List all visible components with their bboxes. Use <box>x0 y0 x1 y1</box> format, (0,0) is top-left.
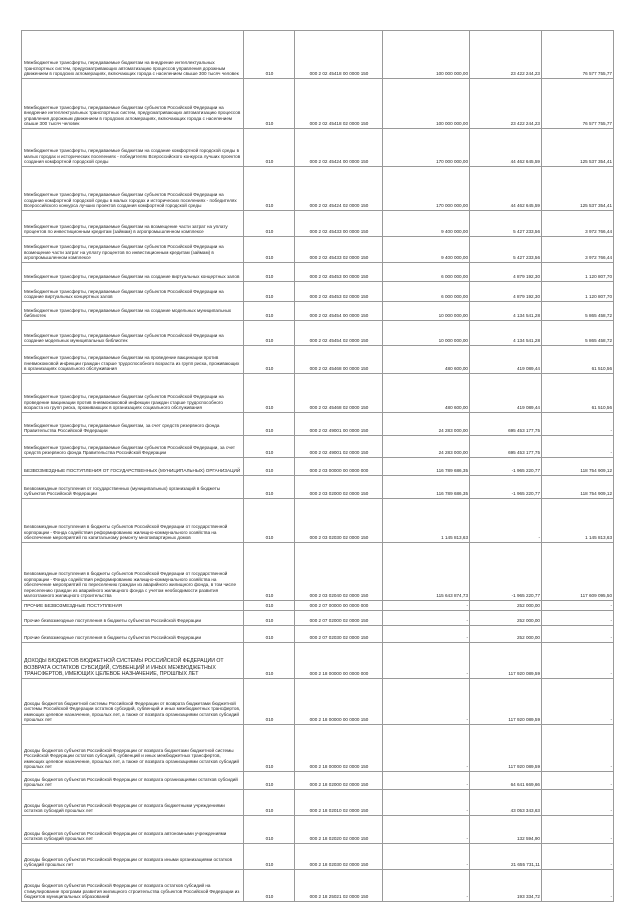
table-row <box>22 679 614 725</box>
row-exec: 21 655 731,11 <box>470 844 542 870</box>
row-name: Доходы бюджетов бюджетной системы Российской Федерации от возврата бюджетами бюджетной системы Российской Федерации остатков субсидий, субвенций и иных межбюджетных трансфертов, имеющих целевое назначение, прошлых лет, а также от возврата организациями остатков субсидий прошлых лет <box>22 679 244 725</box>
row-rest: - <box>542 772 614 790</box>
row-exec: 23 422 244,23 <box>470 79 542 129</box>
row-rest: 117 609 095,50 <box>542 543 614 601</box>
row-name: Доходы бюджетов субъектов Российской Федерации от возврата остатков субсидий на стимулирование программ развития жилищного строительства субъектов Российской Федерации из бюджетов муниципальных образований <box>22 870 244 902</box>
row-kbk: 000 2 02 45454 02 0000 150 <box>295 321 383 346</box>
row-name: Доходы бюджетов субъектов Российской Федерации от возврата организациями остатков субсидий прошлых лет <box>22 772 244 790</box>
row-rest: 5 865 458,72 <box>542 302 614 321</box>
row-exec: 193 334,72 <box>470 870 542 902</box>
row-code: 010 <box>244 611 295 626</box>
row-exec: -1 965 220,77 <box>470 458 542 476</box>
row-exec: 117 920 089,59 <box>470 643 542 679</box>
row-name: Доходы бюджетов субъектов Российской Федерации от возврата иными организациями остатков субсидий прошлых лет <box>22 844 244 870</box>
row-code: 010 <box>244 725 295 772</box>
row-plan: - <box>383 626 470 643</box>
table-row <box>22 321 614 346</box>
row-kbk: 000 2 03 02000 02 0000 150 <box>295 476 383 499</box>
row-exec: 4 134 541,28 <box>470 302 542 321</box>
row-plan: 1 145 813,63 <box>383 499 470 543</box>
row-code: 010 <box>244 601 295 611</box>
row-kbk: 000 2 07 02000 02 0000 150 <box>295 611 383 626</box>
table-row <box>22 413 614 436</box>
row-exec: -1 965 220,77 <box>470 476 542 499</box>
row-kbk: 000 2 18 00000 00 0000 150 <box>295 679 383 725</box>
row-rest: 3 972 766,44 <box>542 211 614 237</box>
row-plan: 9 400 000,00 <box>383 211 470 237</box>
table-row <box>22 543 614 601</box>
row-rest: - <box>542 601 614 611</box>
row-plan: 10 000 000,00 <box>383 302 470 321</box>
row-rest: 5 865 458,72 <box>542 321 614 346</box>
row-kbk: 000 2 03 02030 02 0000 150 <box>295 499 383 543</box>
row-exec: 43 053 343,63 <box>470 790 542 816</box>
table-row <box>22 499 614 543</box>
row-name: Межбюджетные трансферты, передаваемые бюджетам субъектов Российской Федерации, за счет средств резервного фонда Правительства Российской Федерации <box>22 436 244 458</box>
row-kbk: 000 2 02 45468 02 0000 150 <box>295 374 383 413</box>
row-kbk: 000 2 02 45433 00 0000 150 <box>295 211 383 237</box>
row-plan: 116 789 686,35 <box>383 476 470 499</box>
row-kbk: 000 2 02 45468 00 0000 150 <box>295 346 383 374</box>
row-plan: 100 000 000,00 <box>383 31 470 79</box>
row-plan: 170 000 000,00 <box>383 167 470 211</box>
row-plan: 24 283 000,00 <box>383 436 470 458</box>
row-kbk: 000 2 02 49001 02 0000 150 <box>295 436 383 458</box>
row-exec: 4 879 192,30 <box>470 282 542 302</box>
row-name: Прочие безвозмездные поступления в бюджеты субъектов Российской Федерации <box>22 611 244 626</box>
row-plan: - <box>383 643 470 679</box>
row-exec: 117 920 089,59 <box>470 725 542 772</box>
row-rest: 118 754 909,12 <box>542 476 614 499</box>
row-name: Доходы бюджетов субъектов Российской Федерации от возврата автономными учреждениями остатков субсидий прошлых лет <box>22 816 244 844</box>
row-exec: 419 089,44 <box>470 374 542 413</box>
row-name: Межбюджетные трансферты, передаваемые бюджетам субъектов Российской Федерации на создание виртуальных концертных залов <box>22 282 244 302</box>
row-plan: 9 400 000,00 <box>383 237 470 263</box>
row-exec: 4 134 541,28 <box>470 321 542 346</box>
row-code: 010 <box>244 476 295 499</box>
row-exec: -1 965 220,77 <box>470 543 542 601</box>
row-plan: 480 600,00 <box>383 346 470 374</box>
row-rest: 1 120 807,70 <box>542 282 614 302</box>
row-kbk: 000 2 07 00000 00 0000 000 <box>295 601 383 611</box>
table-row <box>22 626 614 643</box>
row-code: 010 <box>244 302 295 321</box>
row-code: 010 <box>244 129 295 167</box>
row-rest: 1 145 813,63 <box>542 499 614 543</box>
row-code: 010 <box>244 31 295 79</box>
row-exec: 64 641 669,66 <box>470 772 542 790</box>
row-kbk: 000 2 18 00000 02 0000 150 <box>295 725 383 772</box>
row-name: Межбюджетные трансферты, передаваемые бюджетам субъектов Российской Федерации на внедрение интеллектуальных транспортных систем, предусматривающих автоматизацию процессов управления дорожным движением в городских агломерациях, включающих города с населением свыше 300 тысяч человек <box>22 79 244 129</box>
row-exec: 695 453 177,75 <box>470 413 542 436</box>
row-rest: - <box>542 844 614 870</box>
row-plan: - <box>383 725 470 772</box>
row-rest: 3 972 766,44 <box>542 237 614 263</box>
row-rest: 1 120 807,70 <box>542 263 614 282</box>
row-rest: 125 537 354,41 <box>542 129 614 167</box>
table-row <box>22 263 614 282</box>
row-exec: 252 000,00 <box>470 626 542 643</box>
table-body <box>22 31 614 902</box>
row-name: Прочие безвозмездные поступления в бюджеты субъектов Российской Федерации <box>22 626 244 643</box>
table-row <box>22 79 614 129</box>
row-name: Межбюджетные трансферты, передаваемые бюджетам на внедрение интеллектуальных транспортных систем, предусматривающих автоматизацию процессов управления дорожным движением в городских агломерациях, включающих города с населением свыше 300 тысяч человек <box>22 31 244 79</box>
row-name: Межбюджетные трансферты, передаваемые бюджетам субъектов Российской Федерации на создание комфортной городской среды в малых городах и исторических поселениях - победителях Всероссийского конкурса лучших проектов создания комфортной городской среды <box>22 167 244 211</box>
row-kbk: 000 2 02 45424 02 0000 150 <box>295 167 383 211</box>
row-name: Безвозмездные поступления от государственных (муниципальных) организаций в бюджеты субъектов Российской Федерации <box>22 476 244 499</box>
row-kbk: 000 2 02 45418 00 0000 150 <box>295 31 383 79</box>
row-kbk: 000 2 18 02000 02 0000 150 <box>295 772 383 790</box>
table-row <box>22 374 614 413</box>
row-name: Безвозмездные поступления в бюджеты субъектов Российской Федерации от государственной корпорации - Фонда содействия реформированию жилищно-коммунального хозяйства на обеспечение мероприятий по капитальному ремонту многоквартирных домов <box>22 499 244 543</box>
row-exec: 252 000,00 <box>470 611 542 626</box>
row-code: 010 <box>244 499 295 543</box>
table-row <box>22 211 614 237</box>
row-plan: - <box>383 601 470 611</box>
row-name: Межбюджетные трансферты, передаваемые бюджетам на создание комфортной городской среды в малых городах и исторических поселениях - победителях Всероссийского конкурса лучших проектов создания комфортной городской среды <box>22 129 244 167</box>
row-plan: 10 000 000,00 <box>383 321 470 346</box>
row-exec: 44 462 645,59 <box>470 129 542 167</box>
row-rest: - <box>542 816 614 844</box>
table-row <box>22 282 614 302</box>
row-plan: - <box>383 790 470 816</box>
row-code: 010 <box>244 282 295 302</box>
table-row <box>22 476 614 499</box>
table-row <box>22 31 614 79</box>
row-kbk: 000 2 18 02010 02 0000 150 <box>295 790 383 816</box>
row-rest: 61 510,56 <box>542 346 614 374</box>
row-code: 010 <box>244 167 295 211</box>
row-kbk: 000 2 02 45453 02 0000 150 <box>295 282 383 302</box>
row-plan: - <box>383 679 470 725</box>
row-code: 010 <box>244 816 295 844</box>
row-rest: - <box>542 626 614 643</box>
row-exec: 252 000,00 <box>470 601 542 611</box>
row-kbk: 000 2 18 02030 02 0000 150 <box>295 844 383 870</box>
row-kbk: 000 2 03 00000 00 0000 000 <box>295 458 383 476</box>
row-rest: - <box>542 679 614 725</box>
row-rest: 61 510,56 <box>542 374 614 413</box>
row-code: 010 <box>244 790 295 816</box>
row-kbk: 000 2 18 00000 00 0000 000 <box>295 643 383 679</box>
row-kbk: 000 2 02 49001 00 0000 150 <box>295 413 383 436</box>
row-code: 010 <box>244 436 295 458</box>
row-code: 010 <box>244 870 295 902</box>
table-row <box>22 167 614 211</box>
row-plan: - <box>383 870 470 902</box>
row-exec: 44 462 645,59 <box>470 167 542 211</box>
row-name: Безвозмездные поступления в бюджеты субъектов Российской Федерации от государственной корпорации - Фонда содействия реформированию жилищно-коммунального хозяйства на обеспечение мероприятий по переселению граждан из аварийного жилищного фонда, в том числе переселению граждан из аварийного жилищного фонда с учетом необходимости развития малоэтажного жилищного строительства <box>22 543 244 601</box>
row-kbk: 000 2 07 02030 02 0000 150 <box>295 626 383 643</box>
table-row <box>22 611 614 626</box>
row-rest: - <box>542 413 614 436</box>
row-code: 010 <box>244 458 295 476</box>
row-name: БЕЗВОЗМЕЗДНЫЕ ПОСТУПЛЕНИЯ ОТ ГОСУДАРСТВЕННЫХ (МУНИЦИПАЛЬНЫХ) ОРГАНИЗАЦИЙ <box>22 458 244 476</box>
row-name: Межбюджетные трансферты, передаваемые бюджетам субъектов Российской Федерации на возмещение части затрат на уплату процентов по инвестиционным кредитам (займам) в агропромышленном комплексе <box>22 237 244 263</box>
table-row <box>22 870 614 902</box>
row-rest: 76 577 755,77 <box>542 31 614 79</box>
row-kbk: 000 2 02 45453 00 0000 150 <box>295 263 383 282</box>
row-code: 010 <box>244 374 295 413</box>
row-kbk: 000 2 18 02020 02 0000 150 <box>295 816 383 844</box>
row-rest: 118 754 909,12 <box>542 458 614 476</box>
row-plan: 170 000 000,00 <box>383 129 470 167</box>
row-rest: 76 577 755,77 <box>542 79 614 129</box>
row-exec: 419 089,44 <box>470 346 542 374</box>
row-kbk: 000 2 18 25021 02 0000 150 <box>295 870 383 902</box>
table-row <box>22 302 614 321</box>
row-code: 010 <box>244 772 295 790</box>
row-name: Межбюджетные трансферты, передаваемые бюджетам субъектов Российской Федерации на создание модельных муниципальных библиотек <box>22 321 244 346</box>
row-code: 010 <box>244 79 295 129</box>
row-name: Межбюджетные трансферты, передаваемые бюджетам на создание виртуальных концертных залов <box>22 263 244 282</box>
row-exec: 23 422 244,23 <box>470 31 542 79</box>
row-rest: - <box>542 436 614 458</box>
row-kbk: 000 2 02 45424 00 0000 150 <box>295 129 383 167</box>
row-code: 010 <box>244 413 295 436</box>
row-plan: - <box>383 611 470 626</box>
table-row <box>22 129 614 167</box>
table-row <box>22 844 614 870</box>
table-row <box>22 816 614 844</box>
row-name: Межбюджетные трансферты, передаваемые бюджетам на создание модельных муниципальных библиотек <box>22 302 244 321</box>
row-kbk: 000 2 02 45454 00 0000 150 <box>295 302 383 321</box>
row-plan: 6 000 000,00 <box>383 282 470 302</box>
table-row <box>22 458 614 476</box>
row-name: ПРОЧИЕ БЕЗВОЗМЕЗДНЫЕ ПОСТУПЛЕНИЯ <box>22 601 244 611</box>
row-code: 010 <box>244 844 295 870</box>
row-name: Межбюджетные трансферты, передаваемые бюджетам субъектов Российской Федерации на проведение вакцинации против пневмококковой инфекции граждан старше трудоспособного возраста из групп риска, проживающих в организациях социального обслуживания <box>22 374 244 413</box>
row-plan: 115 643 874,73 <box>383 543 470 601</box>
row-plan: - <box>383 772 470 790</box>
table-row <box>22 643 614 679</box>
row-exec: 117 920 089,59 <box>470 679 542 725</box>
row-rest: - <box>542 643 614 679</box>
row-name: Межбюджетные трансферты, передаваемые бюджетам на возмещение части затрат на уплату процентов по инвестиционным кредитам (займам) в агропромышленном комплексе <box>22 211 244 237</box>
row-code: 010 <box>244 543 295 601</box>
row-exec: 5 427 233,56 <box>470 237 542 263</box>
table-row <box>22 772 614 790</box>
row-plan: 116 789 686,35 <box>383 458 470 476</box>
row-kbk: 000 2 03 02040 02 0000 150 <box>295 543 383 601</box>
row-name: Межбюджетные трансферты, передаваемые бюджетам, за счет средств резервного фонда Правительства Российской Федерации <box>22 413 244 436</box>
row-code: 010 <box>244 679 295 725</box>
row-name: Доходы бюджетов субъектов Российской Федерации от возврата бюджетными учреждениями остатков субсидий прошлых лет <box>22 790 244 816</box>
table-row <box>22 237 614 263</box>
row-code: 010 <box>244 237 295 263</box>
row-code: 010 <box>244 211 295 237</box>
row-rest: - <box>542 611 614 626</box>
row-plan: 6 000 000,00 <box>383 263 470 282</box>
row-plan: - <box>383 816 470 844</box>
row-plan: 100 000 000,00 <box>383 79 470 129</box>
row-code: 010 <box>244 321 295 346</box>
table-row <box>22 790 614 816</box>
row-rest: - <box>542 725 614 772</box>
row-kbk: 000 2 02 45418 02 0000 150 <box>295 79 383 129</box>
row-exec: 5 427 233,56 <box>470 211 542 237</box>
row-code: 010 <box>244 346 295 374</box>
row-exec: - <box>470 499 542 543</box>
row-rest: - <box>542 790 614 816</box>
row-rest: - <box>542 870 614 902</box>
row-rest: 125 537 354,41 <box>542 167 614 211</box>
row-code: 010 <box>244 263 295 282</box>
row-plan: - <box>383 844 470 870</box>
row-code: 010 <box>244 626 295 643</box>
row-name: Межбюджетные трансферты, передаваемые бюджетам на проведение вакцинации против пневмококковой инфекции граждан старше трудоспособного возраста из групп риска, проживающих в организациях социального обслуживания <box>22 346 244 374</box>
table-row <box>22 601 614 611</box>
row-name: Доходы бюджетов субъектов Российской Федерации от возврата бюджетами бюджетной системы Российской Федерации остатков субсидий, субвенций и иных межбюджетных трансфертов, имеющих целевое назначение, прошлых лет, а также от возврата организациями остатков субсидий прошлых лет <box>22 725 244 772</box>
row-plan: 24 283 000,00 <box>383 413 470 436</box>
row-name: ДОХОДЫ БЮДЖЕТОВ БЮДЖЕТНОЙ СИСТЕМЫ РОССИЙСКОЙ ФЕДЕРАЦИИ ОТ ВОЗВРАТА ОСТАТКОВ СУБСИДИЙ, СУБВЕНЦИЙ И ИНЫХ МЕЖБЮДЖЕТНЫХ ТРАНСФЕРТОВ, ИМЕЮЩИХ ЦЕЛЕВОЕ НАЗНАЧЕНИЕ, ПРОШЛЫХ ЛЕТ <box>22 643 244 679</box>
table-row <box>22 436 614 458</box>
row-code: 010 <box>244 643 295 679</box>
table-row <box>22 346 614 374</box>
table-row <box>22 725 614 772</box>
row-exec: 695 453 177,75 <box>470 436 542 458</box>
budget-revenue-table <box>21 30 614 902</box>
row-kbk: 000 2 02 45433 02 0000 150 <box>295 237 383 263</box>
row-exec: 132 594,90 <box>470 816 542 844</box>
row-plan: 480 600,00 <box>383 374 470 413</box>
row-exec: 4 879 192,30 <box>470 263 542 282</box>
